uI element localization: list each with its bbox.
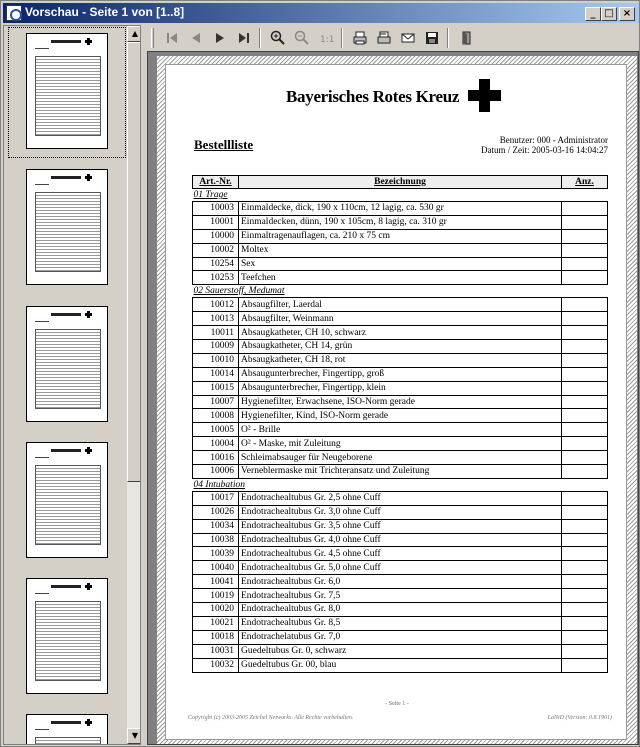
table-row (193, 437, 608, 451)
article-number: 10026 (193, 505, 239, 519)
article-number: 10000 (193, 229, 239, 243)
article-number: 10031 (193, 644, 239, 658)
article-number: 10020 (193, 603, 239, 617)
quantity-cell (562, 603, 608, 617)
table-row (193, 312, 608, 326)
thumb-title (51, 449, 81, 452)
organization-name: Bayerisches Rotes Kreuz (286, 87, 460, 106)
quantity-cell (562, 505, 608, 519)
close-button[interactable]: × (619, 7, 635, 21)
article-number: 10039 (193, 547, 239, 561)
thumb-line (35, 184, 49, 185)
save-icon[interactable] (421, 27, 443, 49)
thumb-line (35, 457, 49, 458)
article-description: Hygienefilter, Erwachsene, ISO-Norm gerade (239, 395, 562, 409)
category-row (193, 285, 608, 298)
table-row (193, 575, 608, 589)
table-row (193, 561, 608, 575)
table-row (193, 644, 608, 658)
thumbnail-scrollbar[interactable] (127, 26, 141, 745)
category-row (193, 189, 608, 202)
article-description: Endotrachealtubus Gr. 5,0 ohne Cuff (239, 561, 562, 575)
article-number: 10038 (193, 533, 239, 547)
table-row (193, 409, 608, 423)
version-text: LaNiD (Version: 0.8.1901) (547, 715, 612, 721)
thumb-table (35, 56, 101, 136)
quantity-cell (562, 271, 608, 285)
maximize-button[interactable]: □ (601, 7, 617, 21)
article-description: Absaugfilter, Weinmann (239, 312, 562, 326)
quantity-cell (562, 465, 608, 479)
page-content (165, 64, 627, 740)
article-description: Guedeltubus Gr. 0, schwarz (239, 644, 562, 658)
first-page-icon[interactable] (161, 27, 183, 49)
table-row (193, 257, 608, 271)
quantity-cell (562, 575, 608, 589)
quantity-cell (562, 437, 608, 451)
quantity-cell (562, 353, 608, 367)
quantity-cell (562, 561, 608, 575)
toolbar-grip[interactable] (151, 28, 154, 48)
table-row (193, 326, 608, 340)
page-thumbnail[interactable] (26, 714, 108, 745)
quantity-cell (562, 658, 608, 672)
next-page-icon[interactable] (209, 27, 231, 49)
article-number: 10002 (193, 243, 239, 257)
scroll-down-button[interactable]: ▼ (127, 728, 141, 744)
minimize-button[interactable]: _ (585, 7, 601, 21)
table-row (193, 451, 608, 465)
thumb-title (51, 176, 81, 179)
thumb-line (35, 48, 49, 49)
article-description: Moltex (239, 243, 562, 257)
table-row (193, 589, 608, 603)
table-row (193, 423, 608, 437)
page-thumbnail[interactable] (26, 442, 108, 558)
actual-size-icon[interactable] (315, 27, 337, 49)
document-page (157, 56, 637, 745)
table-row (193, 505, 608, 519)
article-description: Absaugkatheter, CH 10, schwarz (239, 326, 562, 340)
table-row (193, 353, 608, 367)
article-number: 10016 (193, 451, 239, 465)
thumb-cross-icon (85, 311, 92, 318)
article-number: 10034 (193, 519, 239, 533)
thumb-title (51, 585, 81, 588)
article-description: Einmaltragenauflagen, ca. 210 x 75 cm (239, 229, 562, 243)
copyright-text: Copyright (c) 2003-2005 Zeichel Networks. Alle Rechte vorbehalten. (188, 715, 354, 721)
previous-page-icon[interactable] (185, 27, 207, 49)
article-number: 10004 (193, 437, 239, 451)
table-row (193, 491, 608, 505)
table-row (193, 616, 608, 630)
table-row (193, 519, 608, 533)
article-number: 10021 (193, 616, 239, 630)
article-description: Einmaldecke, dick, 190 x 110cm, 12 lagig, ca. 530 gr (239, 202, 562, 216)
quantity-cell (562, 423, 608, 437)
page-number-label: - Seite 1 - (385, 701, 409, 707)
table-row (193, 395, 608, 409)
article-description: Einmaldecken, dünn, 190 x 105cm, 8 lagig, ca. 310 gr (239, 215, 562, 229)
thumb-table (35, 329, 101, 409)
table-row (193, 229, 608, 243)
article-description: Endotrachelatubus Gr. 7,0 (239, 630, 562, 644)
category-label: 02 Sauerstoff, Medumat (193, 286, 285, 297)
article-number: 10015 (193, 381, 239, 395)
thumb-table (35, 192, 101, 272)
quantity-cell (562, 451, 608, 465)
article-description: Endotrachealtubus Gr. 8,0 (239, 603, 562, 617)
category-label: 01 Trage (193, 190, 228, 200)
thumb-cross-icon (85, 38, 92, 45)
thumb-title (51, 40, 81, 43)
user-line: Benutzer: 000 - Administrator (499, 135, 608, 145)
thumb-line (35, 729, 49, 730)
page-thumbnail[interactable] (26, 33, 108, 149)
table-row (193, 215, 608, 229)
table-row (193, 367, 608, 381)
quantity-cell (562, 589, 608, 603)
table-row (193, 603, 608, 617)
article-number: 10001 (193, 215, 239, 229)
thumb-title (51, 721, 81, 724)
article-description: Endotrachealtubus Gr. 4,5 ohne Cuff (239, 547, 562, 561)
window-title: Vorschau - Seite 1 von [1..8] (25, 5, 185, 19)
zoom-in-icon[interactable] (267, 27, 289, 49)
article-number: 10006 (193, 465, 239, 479)
article-description: Teefchen (239, 271, 562, 285)
quantity-cell (562, 381, 608, 395)
date-line: Datum / Zeit: 2005-03-16 14:04:27 (481, 145, 608, 155)
table-row (193, 202, 608, 216)
article-description: Guedeltubus Gr. 00, blau (239, 658, 562, 672)
article-description: O² - Maske, mit Zuleitung (239, 437, 562, 451)
thumb-cross-icon (85, 174, 92, 181)
quantity-cell (562, 519, 608, 533)
article-number: 10017 (193, 491, 239, 505)
article-number: 10009 (193, 340, 239, 354)
quantity-cell (562, 616, 608, 630)
article-number: 10032 (193, 658, 239, 672)
title-bar[interactable] (3, 3, 639, 23)
thumb-table (35, 737, 101, 745)
article-number: 10013 (193, 312, 239, 326)
red-cross-logo-icon (468, 79, 501, 112)
quantity-cell (562, 409, 608, 423)
table-row (193, 340, 608, 354)
article-number: 10041 (193, 575, 239, 589)
quantity-cell (562, 630, 608, 644)
table-row (193, 465, 608, 479)
article-description: Endotrachealtubus Gr. 7,5 (239, 589, 562, 603)
quantity-cell (562, 340, 608, 354)
article-number: 10018 (193, 630, 239, 644)
table-row (193, 547, 608, 561)
quantity-cell (562, 533, 608, 547)
quantity-cell (562, 547, 608, 561)
article-number: 10012 (193, 298, 239, 312)
thumb-cross-icon (85, 447, 92, 454)
column-header-quantity: Anz. (562, 176, 608, 189)
article-number: 10014 (193, 367, 239, 381)
article-number: 10003 (193, 202, 239, 216)
quantity-cell (562, 395, 608, 409)
article-description: Absaugkatheter, CH 14, grün (239, 340, 562, 354)
article-number: 10019 (193, 589, 239, 603)
article-description: Absaugunterbrecher, Fingertipp, groß (239, 367, 562, 381)
toolbar-separator (447, 28, 449, 48)
page-viewer[interactable] (147, 51, 639, 745)
thumb-cross-icon (85, 583, 92, 590)
article-description: Endotrachealtubus Gr. 8,5 (239, 616, 562, 630)
article-description: Absaugfilter, Laerdal (239, 298, 562, 312)
article-number: 10007 (193, 395, 239, 409)
document-meta (481, 135, 608, 155)
table-row (193, 243, 608, 257)
order-table (192, 175, 608, 673)
table-row (193, 533, 608, 547)
article-description: Endotrachealtubus Gr. 3,5 ohne Cuff (239, 519, 562, 533)
page-thumbnail[interactable] (26, 169, 108, 285)
quantity-cell (562, 202, 608, 216)
thumb-table (35, 465, 101, 545)
article-description: Absaugunterbrecher, Fingertipp, klein (239, 381, 562, 395)
exit-icon[interactable] (455, 27, 477, 49)
last-page-icon[interactable] (233, 27, 255, 49)
quantity-cell (562, 257, 608, 271)
category-row (193, 478, 608, 491)
thumb-cross-icon (85, 719, 92, 726)
scroll-thumb[interactable] (127, 42, 141, 482)
quantity-cell (562, 367, 608, 381)
thumb-title (51, 313, 81, 316)
article-description: Hygienefilter, Kind, ISO-Norm gerade (239, 409, 562, 423)
category-label: 04 Intubation (193, 479, 245, 490)
article-description: Endotrachealtubus Gr. 4,0 ohne Cuff (239, 533, 562, 547)
quantity-cell (562, 229, 608, 243)
table-row (193, 658, 608, 672)
column-header-article-number: Art.-Nr. (193, 176, 239, 189)
quantity-cell (562, 644, 608, 658)
article-number: 10254 (193, 257, 239, 271)
article-number: 10040 (193, 561, 239, 575)
table-row (193, 271, 608, 285)
svg-text:1:1: 1:1 (320, 35, 334, 45)
quantity-cell (562, 326, 608, 340)
article-description: Verneblermaske mit Trichteransatz und Zuleitung (239, 465, 562, 479)
article-description: Sex (239, 257, 562, 271)
article-description: Endotrachealtubus Gr. 2,5 ohne Cuff (239, 491, 562, 505)
toolbar-separator (341, 28, 343, 48)
table-row (193, 381, 608, 395)
document-title: Bestellliste (194, 137, 254, 152)
quantity-cell (562, 491, 608, 505)
toolbar-separator (259, 28, 261, 48)
table-row (193, 298, 608, 312)
article-number: 10008 (193, 409, 239, 423)
article-number: 10011 (193, 326, 239, 340)
email-icon[interactable] (397, 27, 419, 49)
article-description: Absaugkatheter, CH 18, rot (239, 353, 562, 367)
quantity-cell (562, 298, 608, 312)
thumbnail-pane[interactable] (3, 25, 141, 745)
print-icon[interactable] (349, 27, 371, 49)
article-description: Endotrachealtubus Gr. 3,0 ohne Cuff (239, 505, 562, 519)
table-row (193, 630, 608, 644)
zoom-out-icon[interactable] (291, 27, 313, 49)
article-description: Schleimabsauger für Neugeborene (239, 451, 562, 465)
thumb-line (35, 593, 49, 594)
app-icon[interactable] (6, 5, 22, 21)
quantity-cell (562, 243, 608, 257)
thumb-line (35, 321, 49, 322)
page-thumbnail[interactable] (26, 306, 108, 422)
quantity-cell (562, 215, 608, 229)
article-description: O² - Brille (239, 423, 562, 437)
article-description: Endotrachealtubus Gr. 6,0 (239, 575, 562, 589)
article-number: 10005 (193, 423, 239, 437)
column-header-description: Bezeichnung (239, 176, 562, 189)
thumb-table (35, 601, 101, 681)
article-number: 10010 (193, 353, 239, 367)
scroll-up-button[interactable]: ▲ (127, 26, 141, 42)
article-number: 10253 (193, 271, 239, 285)
page-thumbnail[interactable] (26, 578, 108, 694)
print-setup-icon[interactable] (373, 27, 395, 49)
quantity-cell (562, 312, 608, 326)
toolbar (147, 25, 639, 51)
